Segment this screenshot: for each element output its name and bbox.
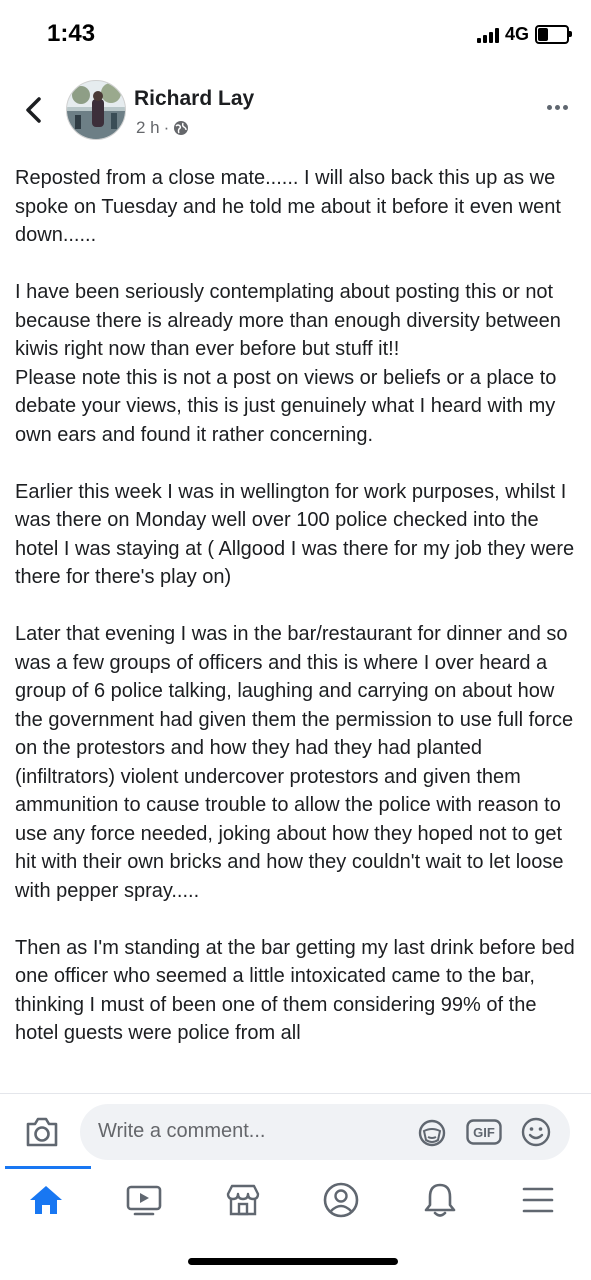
- comment-input[interactable]: [80, 1104, 570, 1160]
- network-type: 4G: [504, 24, 529, 44]
- post-header: [0, 78, 591, 144]
- nav-marketplace[interactable]: [223, 1180, 263, 1220]
- chevron-left-icon[interactable]: [22, 96, 46, 124]
- signal-icon: [477, 27, 499, 43]
- meta-separator: ·: [163, 118, 170, 137]
- avatar-image: [67, 81, 125, 139]
- author-name[interactable]: Richard Lay: [134, 87, 255, 110]
- battery-icon: [535, 25, 569, 44]
- camera-icon[interactable]: [24, 1116, 60, 1148]
- bottom-nav: [0, 1166, 591, 1236]
- gif-icon[interactable]: [466, 1119, 502, 1145]
- post-paragraph: Earlier this week I was in wellington for work purposes, whilst I was there on Monday well over 100 police checked into the hotel I was staying at ( Allgood I was there for my job they were there for there's play on): [15, 480, 575, 588]
- post-paragraph: Later that evening I was in the bar/restaurant for dinner and so was a few groups of officers and this is where I over heard a group of 6 police talking, laughing and carrying on about how the government had given them the permission to use full force on the protestors and how they had they had planted (infiltrators) violent undercover protestors and given them ammunition to cause trouble to allow the police with reason to use any force needed, joking about how they hoped not to get hit with their own bricks and how they couldn't wait to let loose with pepper spray.....: [15, 623, 574, 902]
- nav-home[interactable]: [26, 1180, 66, 1220]
- nav-active-indicator: [5, 1166, 91, 1169]
- avatar[interactable]: [66, 80, 126, 140]
- home-icon: [28, 1183, 64, 1217]
- status-bar: [0, 0, 591, 70]
- profile-icon: [322, 1181, 360, 1219]
- post-meta: [136, 118, 189, 138]
- nav-menu[interactable]: [518, 1180, 558, 1220]
- menu-icon: [521, 1184, 555, 1216]
- marketplace-icon: [224, 1182, 262, 1218]
- post-paragraph: Then as I'm standing at the bar getting my last drink before bed one officer who seemed a little intoxicated came to the bar, thinking I must of been one of them considering 99% of the hotel guests were police from all: [15, 936, 575, 1044]
- more-horizontal-icon[interactable]: [543, 98, 571, 116]
- post-paragraph: Reposted from a close mate...... I will also back this up as we spoke on Tuesday and he told me about it before it even went down......: [15, 167, 561, 246]
- sticker-icon[interactable]: [416, 1118, 448, 1148]
- comment-placeholder: Write a comment...: [98, 1120, 266, 1142]
- nav-profile[interactable]: [321, 1180, 361, 1220]
- watch-icon: [125, 1182, 163, 1218]
- gif-label: GIF: [473, 1125, 495, 1140]
- home-indicator[interactable]: [188, 1258, 398, 1265]
- notifications-icon: [422, 1181, 458, 1219]
- emoji-icon[interactable]: [520, 1116, 552, 1148]
- nav-watch[interactable]: [124, 1180, 164, 1220]
- nav-notifications[interactable]: [420, 1180, 460, 1220]
- post-body: [15, 164, 580, 1048]
- comment-bar: [0, 1093, 591, 1172]
- gif-frame: [466, 1119, 502, 1145]
- status-time: 1:43: [47, 20, 96, 47]
- status-indicators: [477, 24, 569, 45]
- post-time[interactable]: 2 h: [136, 118, 160, 137]
- globe-icon: [173, 120, 189, 136]
- post-paragraph: I have been seriously contemplating about posting this or not because there is already more than enough diversity between kiwis right now than ever before but stuff it!! Please note this is not a post on views or beliefs or a place to debate your views, this is just genuinely what I heard with my own ears and found it rather concerning.: [15, 281, 561, 446]
